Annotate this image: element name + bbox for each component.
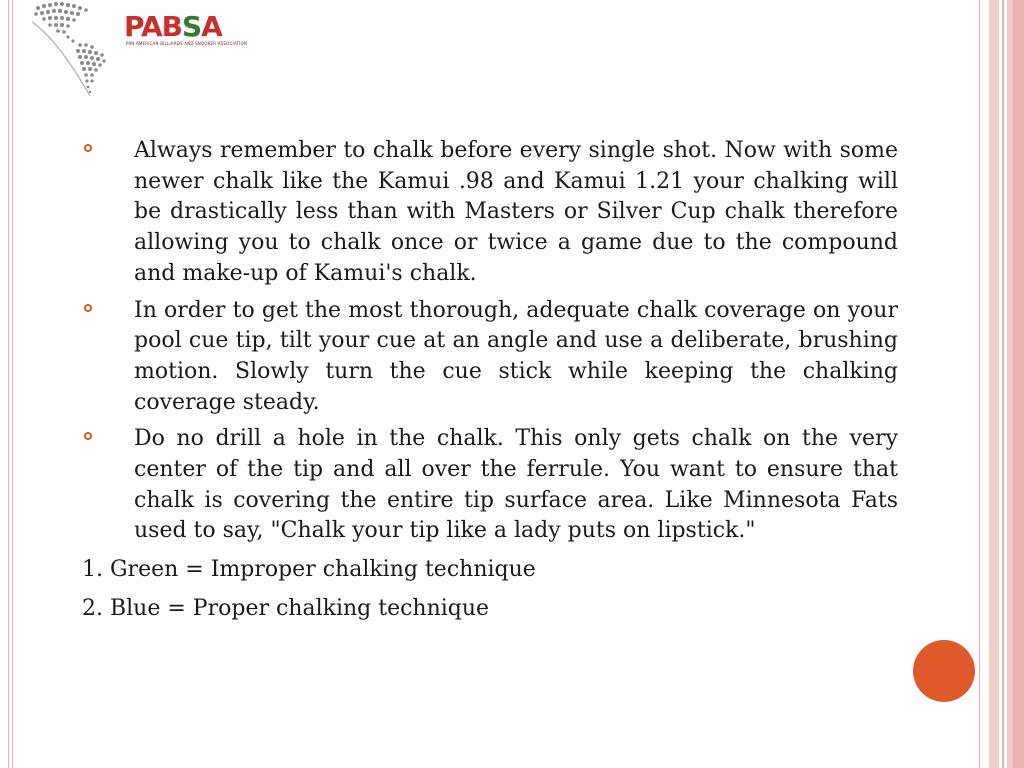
slide-content (82, 136, 898, 625)
bullet-item (82, 136, 898, 290)
logo-subtitle: PAN AMERICAN BILLIARDS AND SNOOKER ASSOCIATION (126, 41, 248, 46)
decorative-orange-circle (913, 640, 975, 702)
list-line-green: 1. Green = Improper chalking technique (82, 557, 536, 583)
bullet-circle-icon (84, 304, 92, 312)
list-line-blue: 2. Blue = Proper chalking technique (82, 595, 490, 621)
pabsa-logo (28, 0, 248, 100)
americas-map-icon (28, 0, 128, 100)
bullet-circle-icon (84, 432, 92, 440)
frame-stripes-right (976, 0, 1024, 768)
bullet-text: Always remember to chalk before every single shot. Now with some newer chalk like the Kamui .98 and Kamui 1.21 your chalking will be drastically less than with Masters or Silver Cup chalk therefore allowing you to chalk once or twice a game due to the compound and make-up of Kamui's chalk. (134, 138, 898, 286)
bullet-text: Do no drill a hole in the chalk. This only gets chalk on the very center of the tip and all over the ferrule. You want to ensure that chalk is covering the entire tip surface area. Like Minnesota Fats used to say, "Chalk your tip like a lady puts on lipstick." (134, 426, 898, 544)
frame-line-left-inner (12, 0, 13, 768)
bullet-item (82, 296, 898, 419)
bullet-circle-icon (84, 144, 92, 152)
bullet-text: In order to get the most thorough, adequate chalk coverage on your pool cue tip, tilt your cue at an angle and use a deliberate, brushing motion. Slowly turn the cue stick while keeping the chalking coverage steady. (134, 297, 898, 415)
logo-wordmark: PABSA (124, 10, 222, 43)
frame-line-left (8, 0, 9, 768)
bullet-item (82, 424, 898, 547)
